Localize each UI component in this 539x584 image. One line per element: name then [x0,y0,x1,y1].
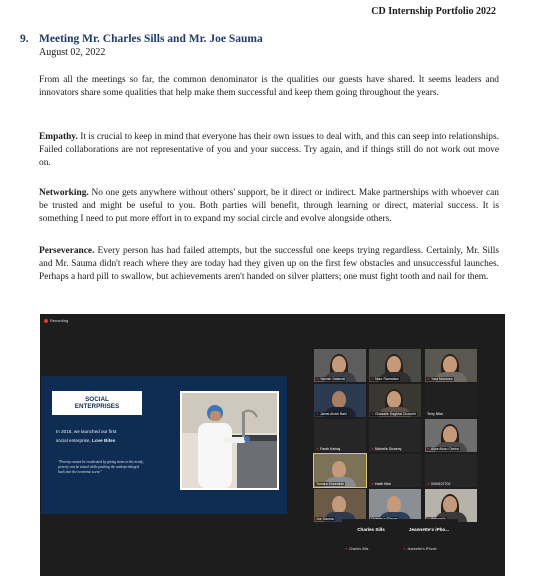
intro-paragraph: From all the meetings so far, the common denominator is the qualities our guests have shared. It seems leaders and innovators share some qualities that help make them successful and keep them going throughout the years. [39,75,499,99]
portfolio-header: CD Internship Portfolio 2022 [371,6,496,17]
section-heading [20,33,263,45]
zoom-meeting-screenshot [40,314,505,576]
participant-name: Yasmin Salamat [319,377,346,381]
participant-name: Hadil Hilal [374,482,391,486]
mic-muted-icon: ✕ [403,547,406,551]
participant-tile [425,384,477,417]
networking-text: No one gets anywhere without others' support, be it direct or indirect. Make partnerships with whoever can be trusted and might be useful to you. Both parties will benefit, through learning or direct, material success. It is something I need to put more effort in to expand my social circle and evolve alongside others. [39,188,499,225]
empathy-paragraph [39,131,499,171]
participant-display-name: Charles Sills [357,527,385,532]
mic-muted-icon: ✕ [371,412,374,416]
participant-name: Jamal Abdel Baki [319,412,347,416]
slide-text-bold: Love Bites [92,438,116,443]
recording-indicator [44,318,68,323]
participant-name: Tamara Khairallah [316,482,345,486]
participant-tile [425,419,477,452]
participant-name: Joe Sauma [316,517,334,521]
mic-muted-icon: ✕ [316,447,319,451]
participant-name: Ghazalle Daghfal Choueiri [374,412,416,416]
participant-tile [425,454,477,487]
networking-label: Networking. [39,188,89,198]
slide-quote: "Poverty cannot be eradicated by giving items to the needy, poverty can be tamed while pushing the underprivileged back into the economic scene" [58,460,144,475]
slide-text-line1: In 2018, we launched our first [56,429,117,434]
participant-name: Jeannette's iPhone [406,547,437,551]
mic-muted-icon: ✕ [371,377,374,381]
section-date: August 02, 2022 [39,47,106,58]
participant-tile [425,489,477,522]
participant-tile [314,349,366,382]
participant-name: Nour Ramadan [374,377,399,381]
participant-tile-active [314,454,366,487]
participant-tile [369,489,421,522]
participant-tile [314,489,366,522]
participant-tile [369,384,421,417]
perseverance-label: Perseverance. [39,246,95,256]
slide-heading-line2: ENTERPRISES [74,403,120,410]
mic-muted-icon: ✕ [316,412,319,416]
slide-photo [180,391,279,490]
mic-muted-icon: ✕ [345,547,348,551]
kitchen-photo-illustration [182,393,277,488]
shared-slide [41,376,287,514]
record-dot-icon [44,319,48,323]
section-number: 9. [20,33,29,45]
participant-tile-no-video [342,519,400,552]
slide-text-prefix: social enterprise, [56,438,93,443]
mic-muted-icon: ✕ [427,482,430,486]
participant-tile [314,384,366,417]
participant-name: Michelle Dicaeny [374,447,402,451]
mic-muted-icon: ✕ [427,447,430,451]
participant-name: Alice Abou Cheira [430,447,459,451]
mic-muted-icon: ✕ [316,377,319,381]
participant-tile [369,349,421,382]
recording-label: Recording [50,318,69,323]
slide-text-line2 [56,436,156,445]
participant-tile [369,419,421,452]
participant-tile [425,349,477,382]
slide-heading-line1: SOCIAL [85,396,109,403]
empathy-label: Empathy. [39,132,78,142]
perseverance-paragraph [39,245,499,285]
participant-name: Yara Mansour [430,377,453,381]
participant-name: Charles Sills [348,547,369,551]
slide-heading-box [52,391,142,415]
participant-name: Farah Karbaj [319,447,341,451]
networking-paragraph [39,187,499,227]
participant-tile-no-video [400,519,458,552]
section-title: Meeting Mr. Charles Sills and Mr. Joe Sauma [39,33,263,45]
participant-name: 0000107702 [430,482,451,486]
participant-display-name: Jeannette's iPho... [408,527,450,532]
participant-tile [314,419,366,452]
perseverance-text: Every person has had failed attempts, but the successful one keeps trying regardless. Certainly, Mr. Sills and Mr. Sauma didn't reach where they are today had they given up on the first few obstacles and unsuccessful launches. Perhaps a hard pill to swallow, but achievements aren't handed on silver platters; one must fight tooth and nail for them. [39,246,499,283]
participant-name: Terry Bitar [427,412,443,416]
empathy-text: It is crucial to keep in mind that everyone has their own issues to deal with, and this can seep into relationships. Failed collaborations are not representative of you and your success. Try again, and if things still do not work out move on. [39,132,499,169]
participant-tile [369,454,421,487]
mic-muted-icon: ✕ [371,482,374,486]
mic-muted-icon: ✕ [371,447,374,451]
slide-body-text [56,427,156,445]
mic-muted-icon: ✕ [427,377,430,381]
